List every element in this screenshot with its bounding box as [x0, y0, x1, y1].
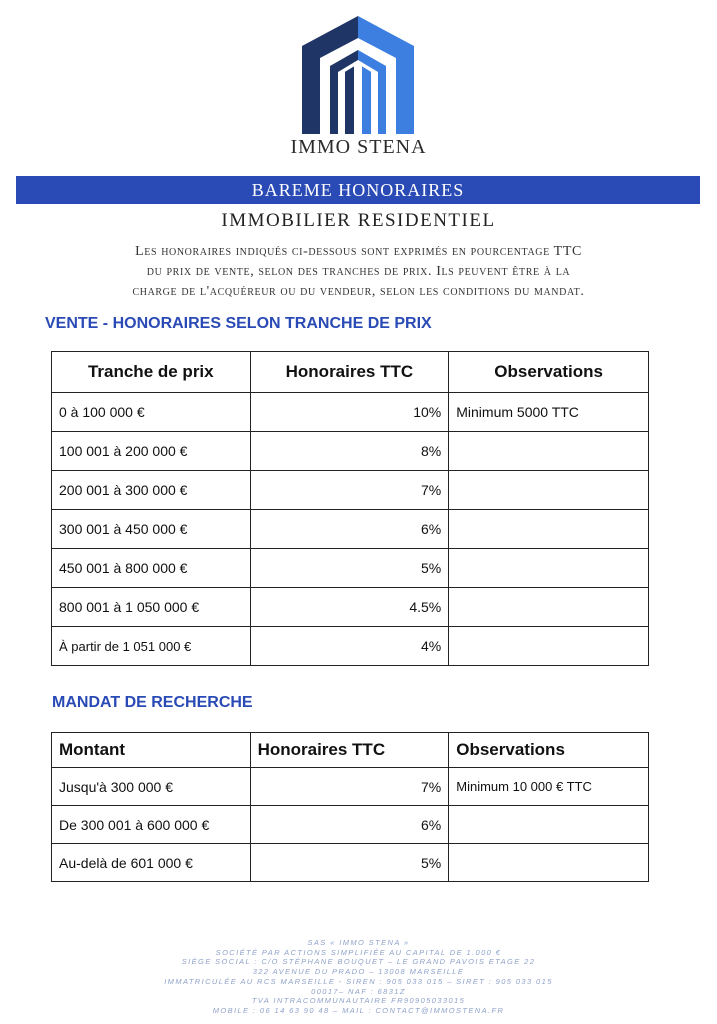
observation-cell: Minimum 5000 TTC: [449, 393, 649, 432]
amount-cell: De 300 001 à 600 000 €: [52, 806, 251, 844]
footer-line: 00017– NAF : 6831Z: [311, 986, 406, 996]
table-row: [52, 844, 649, 882]
sale-fees-table: [51, 351, 649, 666]
observation-cell: Minimum 10 000 € TTC: [449, 768, 649, 806]
table-row: [52, 806, 649, 844]
search-fees-table: [51, 732, 649, 882]
footer-line: TVA INTRACOMMUNAUTAIRE FR90905033015: [251, 996, 466, 1006]
search-section-title: MANDAT DE RECHERCHE: [52, 694, 253, 711]
table-row: [52, 510, 649, 549]
table-header-row: [52, 733, 649, 768]
table-row: [52, 471, 649, 510]
table-row: [52, 549, 649, 588]
footer-line: SAS « IMMO STENA »: [307, 938, 410, 947]
column-header: Montant: [52, 733, 251, 768]
fee-cell: 10%: [250, 393, 449, 432]
sale-section-title: VENTE - HONORAIRES SELON TRANCHE DE PRIX: [45, 315, 432, 332]
footer-line: 322 AVENUE DU PRADO – 13008 MARSEILLE: [252, 967, 465, 977]
table-row: [52, 768, 649, 806]
price-range-cell: 0 à 100 000 €: [52, 393, 251, 432]
amount-cell: Au-delà de 601 000 €: [52, 844, 251, 882]
price-range-cell: 200 001 à 300 000 €: [52, 471, 251, 510]
column-header: Honoraires TTC: [250, 733, 449, 768]
table-header-row: [52, 352, 649, 393]
column-header: Observations: [449, 352, 649, 393]
observation-cell: [449, 510, 649, 549]
price-range-cell: À partir de 1 051 000 €: [52, 627, 251, 666]
column-header: Tranche de prix: [52, 352, 251, 393]
fee-cell: 6%: [250, 510, 449, 549]
observation-cell: [449, 806, 649, 844]
fee-cell: 6%: [250, 806, 449, 844]
footer-line: SOCIÉTÉ PAR ACTIONS SIMPLIFIÉE AU CAPITAL DE 1.000 €: [215, 947, 502, 957]
fee-cell: 5%: [250, 844, 449, 882]
intro-line: charge de l'acquéreur ou du vendeur, selon les conditions du mandat.: [132, 284, 585, 299]
fee-cell: 4.5%: [250, 588, 449, 627]
amount-cell: Jusqu'à 300 000 €: [52, 768, 251, 806]
price-range-cell: 450 001 à 800 000 €: [52, 549, 251, 588]
immo-stena-logo: [302, 16, 414, 138]
observation-cell: [449, 549, 649, 588]
fee-cell: 7%: [250, 768, 449, 806]
price-range-cell: 300 001 à 450 000 €: [52, 510, 251, 549]
intro-line: Les honoraires indiqués ci-dessous sont exprimés en pourcentage TTC: [135, 244, 582, 259]
observation-cell: [449, 471, 649, 510]
fee-cell: 7%: [250, 471, 449, 510]
fee-cell: 8%: [250, 432, 449, 471]
observation-cell: [449, 432, 649, 471]
footer-line: IMMATRICULÉE AU RCS MARSEILLE - SIREN : 905 033 015 – SIRET : 905 033 015: [164, 976, 553, 986]
legal-footer: [0, 938, 717, 1016]
table-row: [52, 588, 649, 627]
footer-line: MOBILE : 06 14 63 90 48 – MAIL : CONTACT@IMMOSTENA.FR: [212, 1005, 505, 1015]
table-row: [52, 432, 649, 471]
brand-name: IMMO STENA: [290, 136, 427, 158]
table-row: [52, 393, 649, 432]
price-range-cell: 100 001 à 200 000 €: [52, 432, 251, 471]
column-header: Honoraires TTC: [250, 352, 449, 393]
observation-cell: [449, 627, 649, 666]
fee-cell: 5%: [250, 549, 449, 588]
price-range-cell: 800 001 à 1 050 000 €: [52, 588, 251, 627]
observation-cell: [449, 588, 649, 627]
page-subtitle: IMMOBILIER RESIDENTIEL: [221, 210, 496, 231]
title-banner: BAREME HONORAIRES: [16, 176, 700, 204]
intro-paragraph: [40, 242, 677, 302]
column-header: Observations: [449, 733, 649, 768]
footer-line: SIÈGE SOCIAL : C/O STÉPHANE BOUQUET – LE GRAND PAVOIS ETAGE 22: [181, 957, 536, 967]
table-row: [52, 627, 649, 666]
intro-line: du prix de vente, selon des tranches de prix. Ils peuvent être à la: [146, 264, 571, 279]
fee-cell: 4%: [250, 627, 449, 666]
observation-cell: [449, 844, 649, 882]
